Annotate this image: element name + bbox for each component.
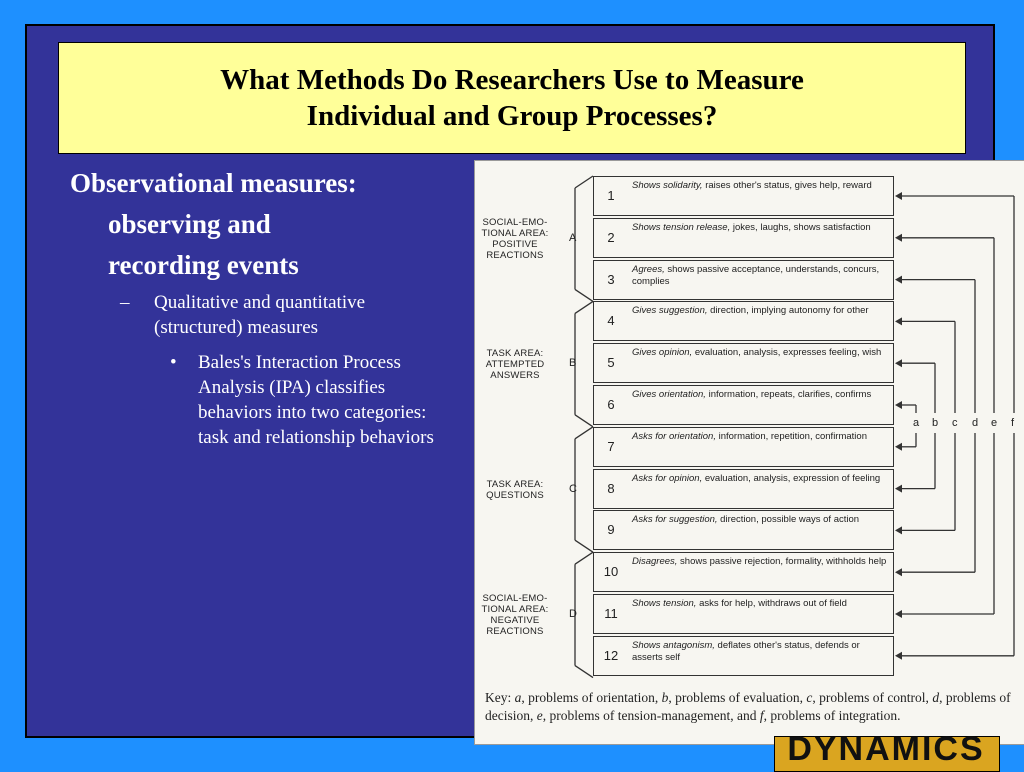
- category-description: [632, 640, 890, 664]
- area-label: TASK AREA: ATTEMPTED ANSWERS: [485, 347, 545, 381]
- category-detail: shows passive acceptance, understands, concurs, complies: [632, 263, 880, 287]
- category-name: Asks for opinion,: [632, 472, 703, 484]
- arrowhead: [895, 359, 902, 367]
- key-letter: a: [913, 417, 920, 429]
- bullet-level-1: Observational measures: observing and recording events: [70, 168, 357, 280]
- area-letter: C: [569, 482, 577, 495]
- dash-marker: –: [120, 292, 130, 313]
- category-description: [632, 305, 890, 317]
- category-row: [593, 510, 894, 550]
- area-label: SOCIAL-EMO- TIONAL AREA: NEGATIVE REACTIONS: [481, 592, 549, 637]
- caption-key-letter: a: [514, 690, 522, 705]
- caption-key-letter: b: [661, 690, 669, 705]
- category-row: [593, 301, 894, 341]
- category-description: [632, 598, 890, 610]
- category-number: 6: [607, 397, 615, 412]
- category-name: Gives opinion,: [632, 347, 693, 359]
- bullet-level-3: [170, 350, 458, 450]
- category-name: Gives orientation,: [632, 389, 706, 400]
- caption-key-letter: d: [932, 690, 940, 705]
- connector-line: [575, 427, 593, 439]
- arrowhead: [895, 192, 902, 200]
- category-detail: evaluation, analysis, expresses feeling, wish: [692, 347, 882, 359]
- dynamics-logo: DYNAMICS: [787, 730, 985, 768]
- key-letter: f: [1011, 417, 1015, 429]
- caption-key-letter: f: [759, 708, 764, 723]
- category-description: [632, 222, 890, 234]
- key-letter: b: [932, 417, 939, 429]
- connector-line: [575, 301, 593, 313]
- arrowhead: [895, 568, 902, 576]
- connector-line: [575, 176, 593, 188]
- category-description: [632, 347, 890, 359]
- category-name: Asks for orientation,: [632, 430, 716, 442]
- connector-line: [575, 540, 593, 552]
- category-number: 9: [607, 522, 615, 538]
- connector-line: [575, 666, 593, 678]
- ipa-diagram: [474, 160, 1024, 745]
- category-row: [593, 469, 894, 509]
- key-caption-text: Key: a, problems of orientation, b, problems of evaluation, c, problems of control, d, problems of decision, e, problems of tension-management, and f, problems of integration.: [485, 690, 1011, 723]
- key-caption: [485, 689, 1017, 725]
- slide-title: What Methods Do Researchers Use to Measure Individual and Group Processes?: [220, 64, 804, 132]
- connector-line: [575, 552, 593, 564]
- category-description: [632, 389, 890, 401]
- arrowhead: [895, 401, 902, 409]
- bullet-list: [70, 163, 488, 450]
- bullet-marker: •: [170, 352, 177, 373]
- category-number: 3: [607, 271, 615, 287]
- category-detail: direction, implying autonomy for other: [707, 305, 869, 317]
- category-number: 8: [607, 480, 615, 496]
- connector-line: [575, 289, 593, 301]
- category-row: [593, 427, 894, 467]
- arrowhead: [895, 317, 902, 325]
- caption-key-letter: e: [536, 708, 543, 723]
- category-number: 1: [607, 188, 615, 203]
- key-letter: e: [991, 417, 998, 429]
- category-number: 4: [607, 313, 615, 329]
- category-name: Agrees,: [632, 263, 665, 275]
- area-label: SOCIAL-EMO- TIONAL AREA: POSITIVE REACTIONS: [481, 216, 549, 261]
- category-row: [593, 260, 894, 300]
- category-description: [632, 514, 890, 526]
- category-name: Gives suggestion,: [632, 305, 708, 317]
- category-detail: information, repetition, confirmation: [715, 430, 867, 442]
- category-detail: asks for help, withdraws out of field: [696, 598, 847, 609]
- arrowhead: [895, 276, 902, 284]
- arrowhead: [895, 526, 902, 534]
- category-description: [632, 556, 890, 568]
- category-description: [632, 431, 890, 443]
- category-row: [593, 343, 894, 383]
- category-name: Shows antagonism,: [632, 639, 715, 651]
- arrowhead: [895, 485, 902, 493]
- category-name: Shows tension release,: [632, 221, 731, 233]
- area-label: TASK AREA: QUESTIONS: [486, 478, 544, 501]
- category-description: [632, 180, 890, 192]
- bullet-level-3-text: Bales's Interaction Process Analysis (IPA) classifies behaviors into two categories: task and relationship behaviors: [198, 352, 434, 448]
- key-letter: d: [972, 417, 979, 429]
- category-detail: deflates other's status, defends or asserts self: [632, 639, 860, 663]
- bullet-level-2-text: Qualitative and quantitative (structured) measures: [154, 292, 366, 338]
- arrowhead: [895, 234, 902, 242]
- category-number: 2: [607, 229, 615, 245]
- title-box: [58, 42, 966, 154]
- category-name: Disagrees,: [632, 556, 678, 568]
- category-row: [593, 385, 894, 425]
- category-number: 10: [603, 564, 619, 580]
- category-row: [593, 594, 894, 634]
- category-detail: direction, possible ways of action: [717, 514, 860, 526]
- category-number: 11: [604, 606, 618, 621]
- category-number: 5: [607, 355, 615, 371]
- category-description: [632, 264, 890, 288]
- category-detail: information, repeats, clarifies, confirms: [705, 389, 872, 400]
- category-detail: raises other's status, gives help, reward: [702, 180, 872, 191]
- category-row: [593, 218, 894, 258]
- category-name: Shows solidarity,: [632, 180, 703, 191]
- area-letter: D: [569, 607, 577, 620]
- arrowhead: [895, 610, 902, 618]
- category-description: [632, 473, 890, 485]
- area-letter: A: [569, 231, 577, 244]
- category-detail: jokes, laughs, shows satisfaction: [730, 221, 871, 233]
- category-row: [593, 636, 894, 676]
- bullet-level-2: [120, 290, 454, 340]
- arrowhead: [895, 443, 902, 451]
- category-detail: shows passive rejection, formality, withholds help: [677, 556, 887, 568]
- area-letter: B: [569, 357, 577, 370]
- category-row: [593, 552, 894, 592]
- connector-line: [575, 415, 593, 427]
- key-letter: c: [952, 417, 958, 429]
- category-row: [593, 176, 894, 216]
- category-number: 7: [607, 438, 615, 454]
- category-name: Shows tension,: [632, 598, 697, 609]
- category-detail: evaluation, analysis, expression of feeling: [702, 472, 881, 484]
- arrowhead: [895, 652, 902, 660]
- category-name: Asks for suggestion,: [632, 514, 718, 526]
- category-number: 12: [603, 647, 619, 663]
- caption-key-letter: c: [806, 690, 813, 705]
